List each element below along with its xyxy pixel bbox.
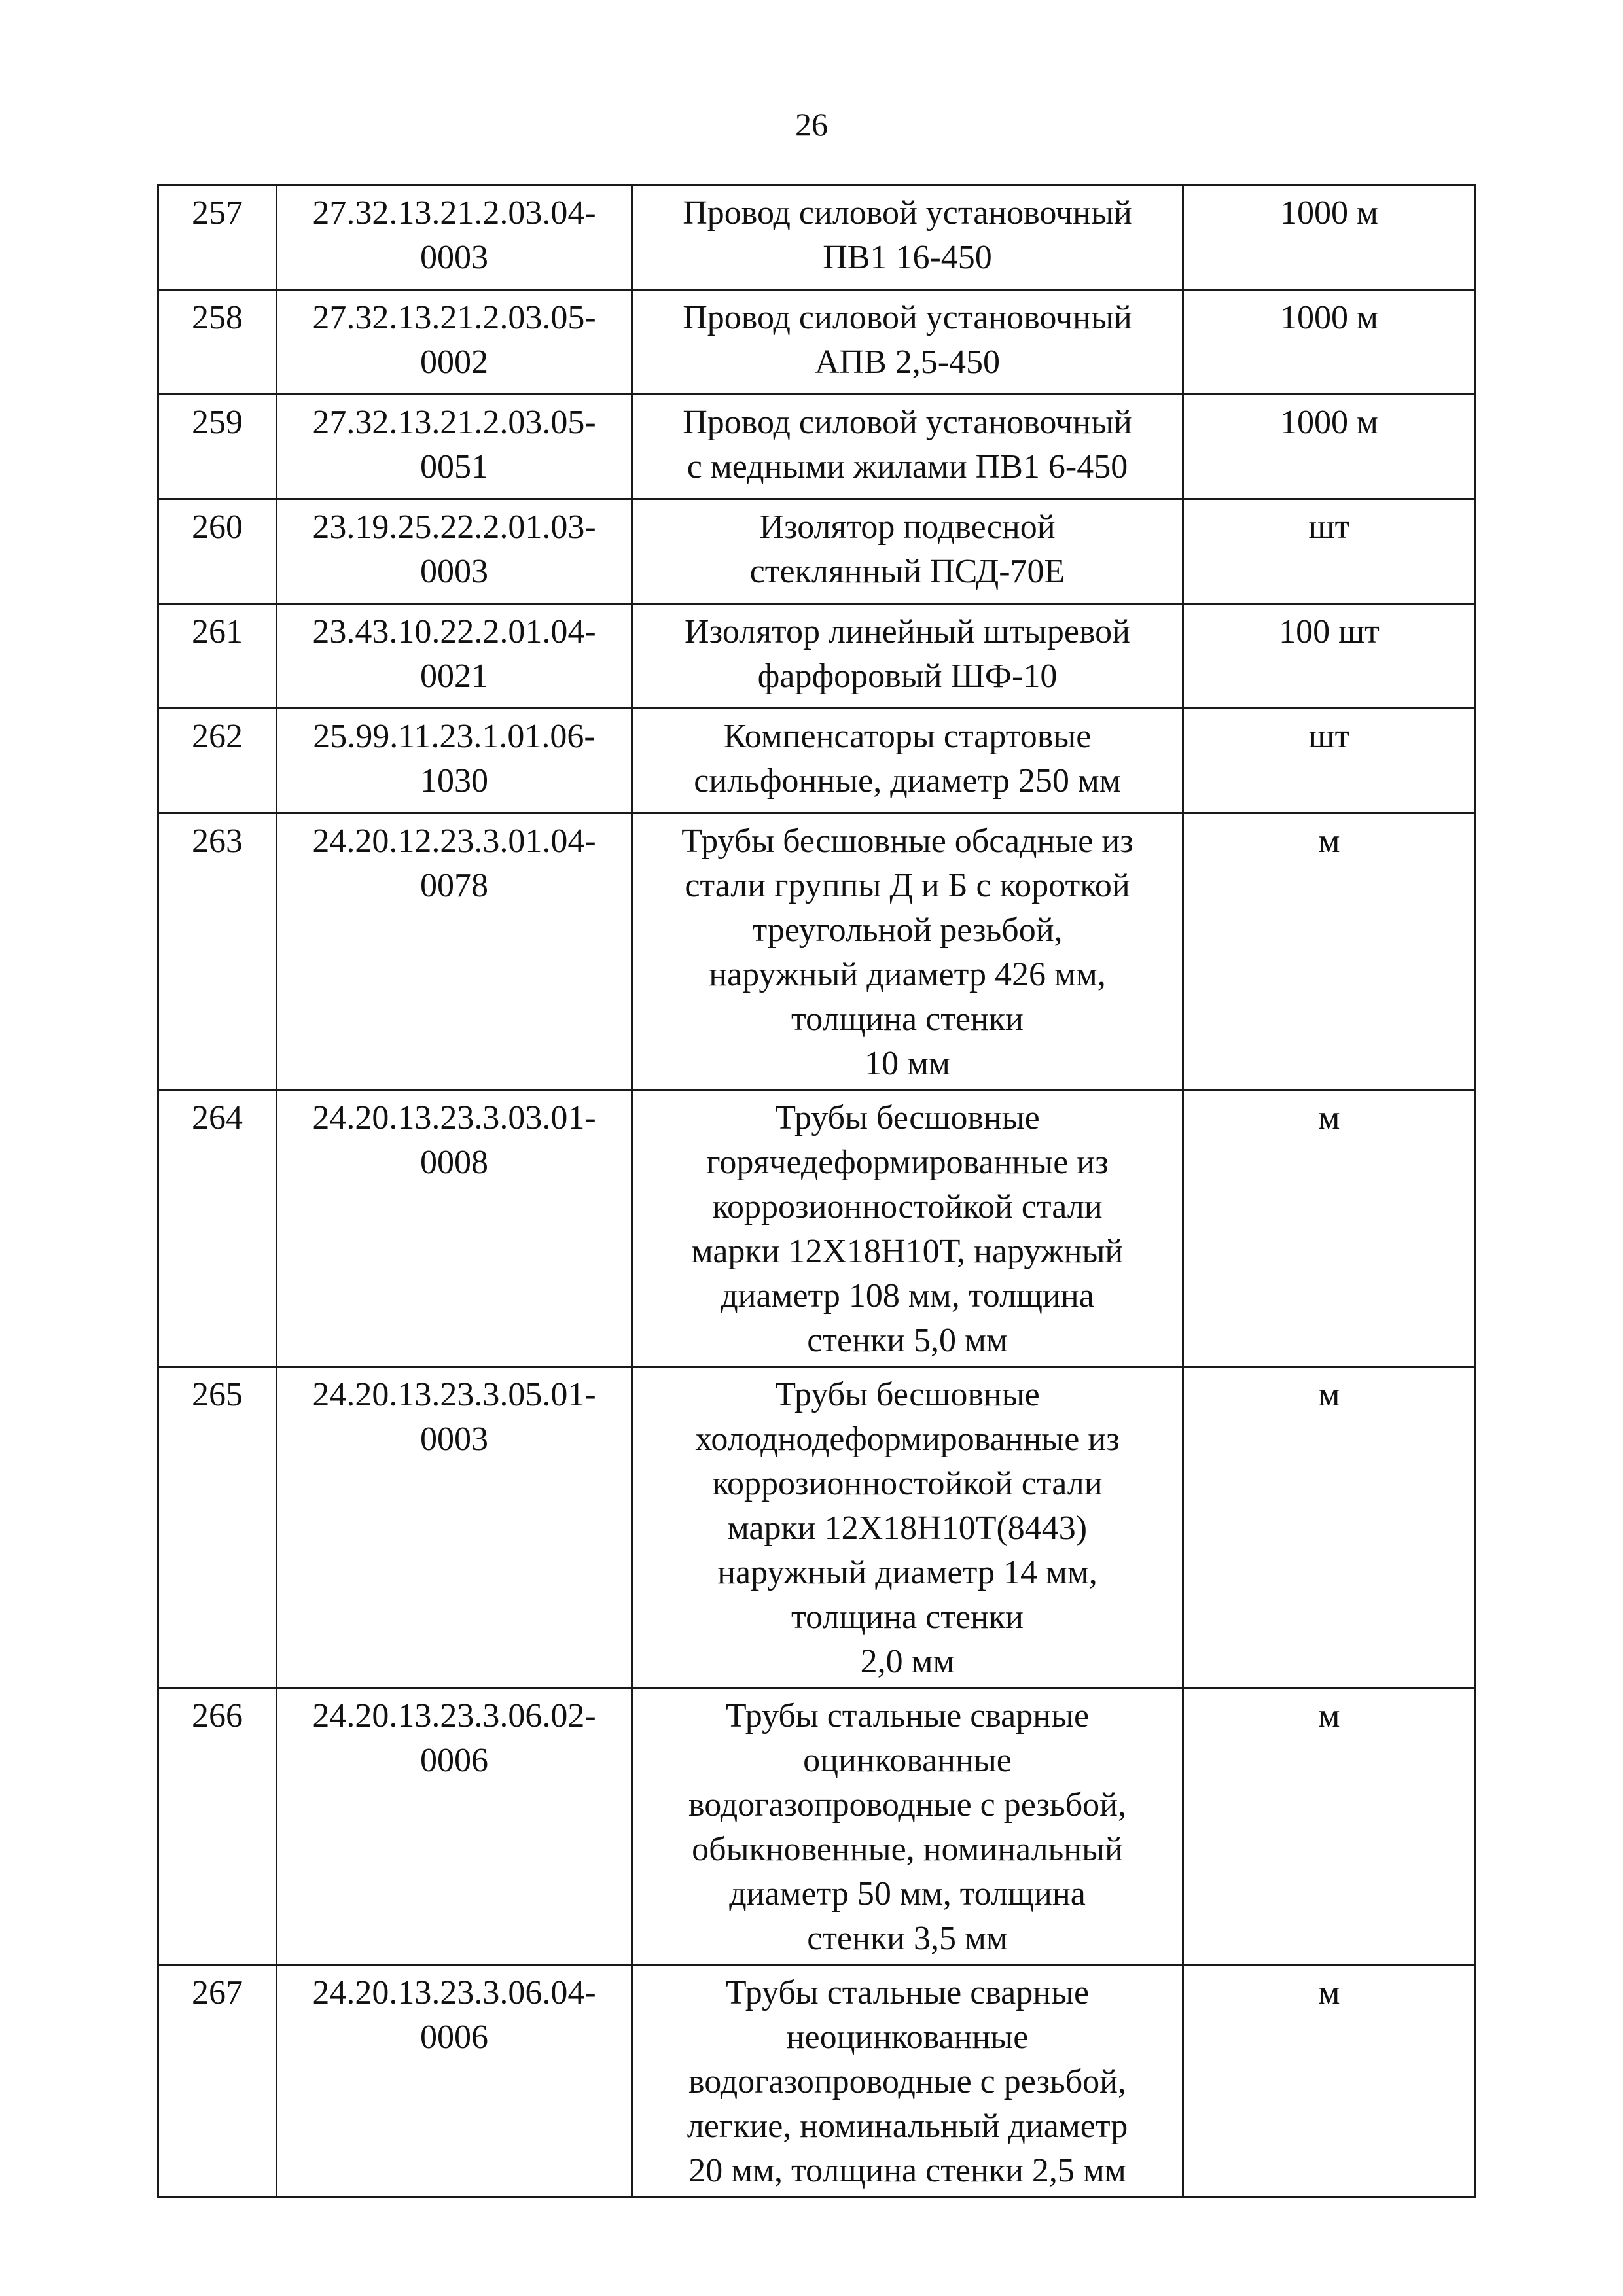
row-number-cell-text: 265: [192, 1376, 243, 1413]
row-number-cell-text: 258: [192, 299, 243, 336]
unit-cell-text: 1000 м: [1280, 194, 1378, 232]
classifier-code-cell: [277, 1688, 632, 1965]
unit-cell: [1183, 813, 1476, 1090]
page-number: 26: [795, 106, 828, 143]
classifier-code-cell: [277, 1090, 632, 1367]
unit-cell-text: м: [1318, 1974, 1340, 2011]
table-row: [158, 499, 1476, 604]
item-name-cell-text: Провод силовой установочный ПВ1 16-450: [683, 194, 1132, 276]
unit-cell: [1183, 185, 1476, 290]
item-name-cell: [632, 290, 1183, 395]
table-row: [158, 1090, 1476, 1367]
unit-cell: [1183, 290, 1476, 395]
classifier-code-cell: [277, 499, 632, 604]
row-number-cell-text: 260: [192, 508, 243, 546]
unit-cell-text: 1000 м: [1280, 299, 1378, 336]
row-number-cell-text: 262: [192, 718, 243, 755]
row-number-cell: [158, 395, 277, 499]
classifier-code-cell: [277, 709, 632, 813]
row-number-cell-text: 261: [192, 613, 243, 650]
classifier-code-cell-text: 24.20.12.23.3.01.04- 0078: [312, 822, 596, 904]
unit-cell-text: м: [1318, 1697, 1340, 1735]
unit-cell: [1183, 709, 1476, 813]
classifier-code-cell-text: 23.19.25.22.2.01.03- 0003: [312, 508, 596, 590]
row-number-cell-text: 264: [192, 1099, 243, 1137]
item-name-cell-text: Трубы стальные сварные оцинкованные водогазопроводные с резьбой, обыкновенные, номинальный диаметр 50 мм, толщина стенки 3,5 мм: [688, 1697, 1126, 1957]
item-name-cell-text: Провод силовой установочный с медными жилами ПВ1 6-450: [683, 404, 1132, 486]
item-name-cell: [632, 1367, 1183, 1688]
classifier-code-cell: [277, 1965, 632, 2197]
item-name-cell-text: Трубы стальные сварные неоцинкованные водогазопроводные с резьбой, легкие, номинальный диаметр 20 мм, толщина стенки 2,5 мм: [687, 1974, 1128, 2189]
unit-cell: [1183, 1688, 1476, 1965]
item-name-cell-text: Провод силовой установочный АПВ 2,5-450: [683, 299, 1132, 381]
row-number-cell-text: 257: [192, 194, 243, 232]
row-number-cell: [158, 185, 277, 290]
unit-cell-text: шт: [1308, 718, 1350, 755]
classifier-code-cell-text: 27.32.13.21.2.03.04- 0003: [312, 194, 596, 276]
unit-cell: [1183, 1090, 1476, 1367]
item-name-cell: [632, 1965, 1183, 2197]
item-name-cell-text: Изолятор линейный штыревой фарфоровый ШФ-10: [685, 613, 1130, 695]
item-name-cell: [632, 604, 1183, 709]
classifier-code-cell-text: 24.20.13.23.3.06.04- 0006: [312, 1974, 596, 2056]
item-name-cell: [632, 709, 1183, 813]
item-name-cell-text: Компенсаторы стартовые сильфонные, диаметр 250 мм: [694, 718, 1121, 800]
item-name-cell: [632, 1090, 1183, 1367]
unit-cell-text: м: [1318, 1099, 1340, 1137]
table-row: [158, 185, 1476, 290]
unit-cell-text: м: [1318, 1376, 1340, 1413]
table-row: [158, 1688, 1476, 1965]
classifier-code-cell-text: 24.20.13.23.3.03.01- 0008: [312, 1099, 596, 1181]
row-number-cell-text: 267: [192, 1974, 243, 2011]
item-name-cell: [632, 185, 1183, 290]
table-row: [158, 709, 1476, 813]
classifier-code-cell: [277, 395, 632, 499]
unit-cell: [1183, 1367, 1476, 1688]
classifier-code-cell: [277, 604, 632, 709]
classifier-code-cell-text: 27.32.13.21.2.03.05- 0002: [312, 299, 596, 381]
table-row: [158, 1367, 1476, 1688]
classifier-code-cell: [277, 185, 632, 290]
table-body: [158, 185, 1476, 2197]
unit-cell: [1183, 604, 1476, 709]
classifier-code-cell: [277, 290, 632, 395]
unit-cell: [1183, 395, 1476, 499]
classifier-code-cell-text: 27.32.13.21.2.03.05- 0051: [312, 404, 596, 486]
item-name-cell-text: Трубы бесшовные холоднодеформированные из коррозионностойкой стали марки 12Х18Н10Т(8443) наружный диаметр 14 мм, толщина стенки 2,0 мм: [695, 1376, 1120, 1680]
row-number-cell: [158, 1367, 277, 1688]
row-number-cell: [158, 709, 277, 813]
table-row: [158, 290, 1476, 395]
row-number-cell-text: 259: [192, 404, 243, 441]
item-name-cell-text: Изолятор подвесной стеклянный ПСД-70Е: [749, 508, 1065, 590]
row-number-cell-text: 266: [192, 1697, 243, 1735]
row-number-cell: [158, 1965, 277, 2197]
row-number-cell: [158, 1090, 277, 1367]
classifier-code-cell: [277, 813, 632, 1090]
unit-cell-text: шт: [1308, 508, 1350, 546]
table-row: [158, 604, 1476, 709]
row-number-cell-text: 263: [192, 822, 243, 860]
table-row: [158, 1965, 1476, 2197]
row-number-cell: [158, 813, 277, 1090]
unit-cell-text: м: [1318, 822, 1340, 860]
row-number-cell: [158, 604, 277, 709]
item-name-cell-text: Трубы бесшовные обсадные из стали группы Д и Б с короткой треугольной резьбой, наружный диаметр 426 мм, толщина стенки 10 мм: [681, 822, 1133, 1082]
unit-cell-text: 100 шт: [1279, 613, 1380, 650]
classifier-code-cell-text: 25.99.11.23.1.01.06- 1030: [313, 718, 596, 800]
table-row: [158, 813, 1476, 1090]
item-name-cell: [632, 499, 1183, 604]
unit-cell: [1183, 1965, 1476, 2197]
classifier-code-cell-text: 24.20.13.23.3.05.01- 0003: [312, 1376, 596, 1458]
classifier-code-cell-text: 24.20.13.23.3.06.02- 0006: [312, 1697, 596, 1779]
classifier-code-cell-text: 23.43.10.22.2.01.04- 0021: [312, 613, 596, 695]
row-number-cell: [158, 499, 277, 604]
item-name-cell: [632, 395, 1183, 499]
row-number-cell: [158, 290, 277, 395]
classifier-code-cell: [277, 1367, 632, 1688]
unit-cell-text: 1000 м: [1280, 404, 1378, 441]
unit-cell: [1183, 499, 1476, 604]
table-row: [158, 395, 1476, 499]
item-name-cell: [632, 813, 1183, 1090]
row-number-cell: [158, 1688, 277, 1965]
item-name-cell: [632, 1688, 1183, 1965]
materials-table: [157, 184, 1476, 2198]
item-name-cell-text: Трубы бесшовные горячедеформированные из коррозионностойкой стали марки 12Х18Н10Т, наружный диаметр 108 мм, толщина стенки 5,0 мм: [691, 1099, 1124, 1359]
